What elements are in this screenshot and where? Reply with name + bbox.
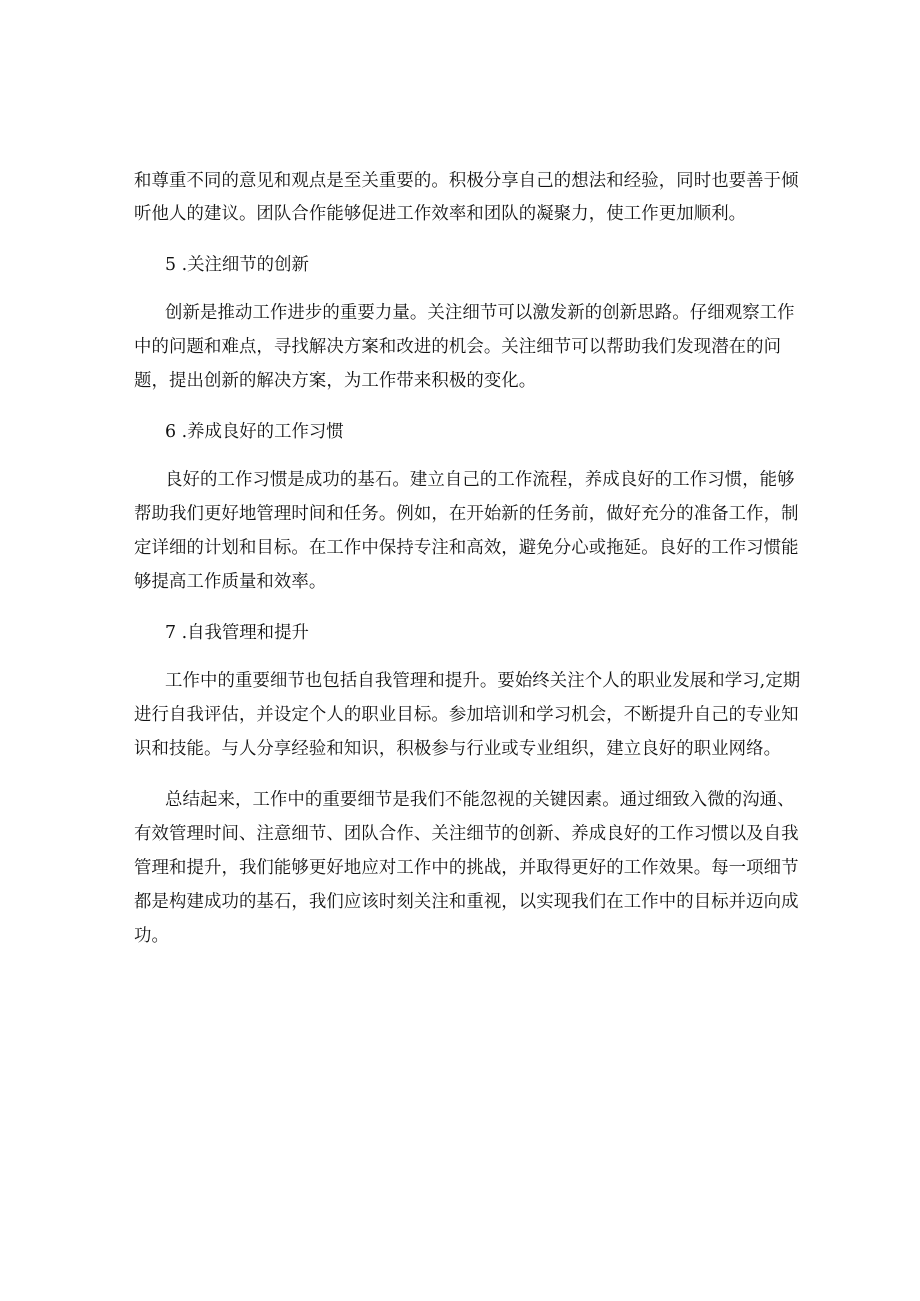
section7-line-2: 进行自我评估，并设定个人的职业目标。参加培训和学习机会，不断提升自己的专业知 xyxy=(134,705,799,725)
intro-line-1: 和尊重不同的意见和观点是至关重要的。积极分享自己的想法和经验，同时也要善于倾 xyxy=(134,171,799,191)
intro-line-2: 听他人的建议。团队合作能够促进工作效率和团队的凝聚力，使工作更加顺利。 xyxy=(134,204,747,224)
section5-line-2: 中的问题和难点，寻找解决方案和改进的机会。关注细节可以帮助我们发现潜在的问 xyxy=(134,337,782,357)
section6-line-1: 良好的工作习惯是成功的基石。建立自己的工作流程，养成良好的工作习惯，能够 xyxy=(165,470,795,490)
section5-line-3: 题，提出创新的解决方案，为工作带来积极的变化。 xyxy=(134,371,537,391)
conclusion-line-3: 管理和提升，我们能够更好地应对工作中的挑战，并取得更好的工作效果。每一项细节 xyxy=(134,858,799,878)
section6-line-3: 定详细的计划和目标。在工作中保持专注和高效，避免分心或拖延。良好的工作习惯能 xyxy=(134,538,799,558)
section5-line-1: 创新是推动工作进步的重要力量。关注细节可以激发新的创新思路。仔细观察工作 xyxy=(165,303,795,323)
section6-line-2: 帮助我们更好地管理时间和任务。例如，在开始新的任务前，做好充分的准备工作，制 xyxy=(134,504,799,524)
section6-line-4: 够提高工作质量和效率。 xyxy=(134,572,327,592)
section6-heading: 6 .养成良好的工作习惯 xyxy=(165,422,344,442)
conclusion-line-5: 功。 xyxy=(134,926,169,946)
conclusion-line-2: 有效管理时间、注意细节、团队合作、关注细节的创新、养成良好的工作习惯以及自我 xyxy=(134,824,799,844)
conclusion-line-4: 都是构建成功的基石，我们应该时刻关注和重视，以实现我们在工作中的目标并迈向成 xyxy=(134,892,799,912)
section7-line-1: 工作中的重要细节也包括自我管理和提升。要始终关注个人的职业发展和学习,定期 xyxy=(165,671,801,691)
conclusion-line-1: 总结起来，工作中的重要细节是我们不能忽视的关键因素。通过细致入微的沟通、 xyxy=(165,790,795,810)
section5-heading: 5 .关注细节的创新 xyxy=(165,255,309,275)
section7-heading: 7 .自我管理和提升 xyxy=(165,623,309,643)
section7-line-3: 识和技能。与人分享经验和知识，积极参与行业或专业组织，建立良好的职业网络。 xyxy=(134,739,782,759)
